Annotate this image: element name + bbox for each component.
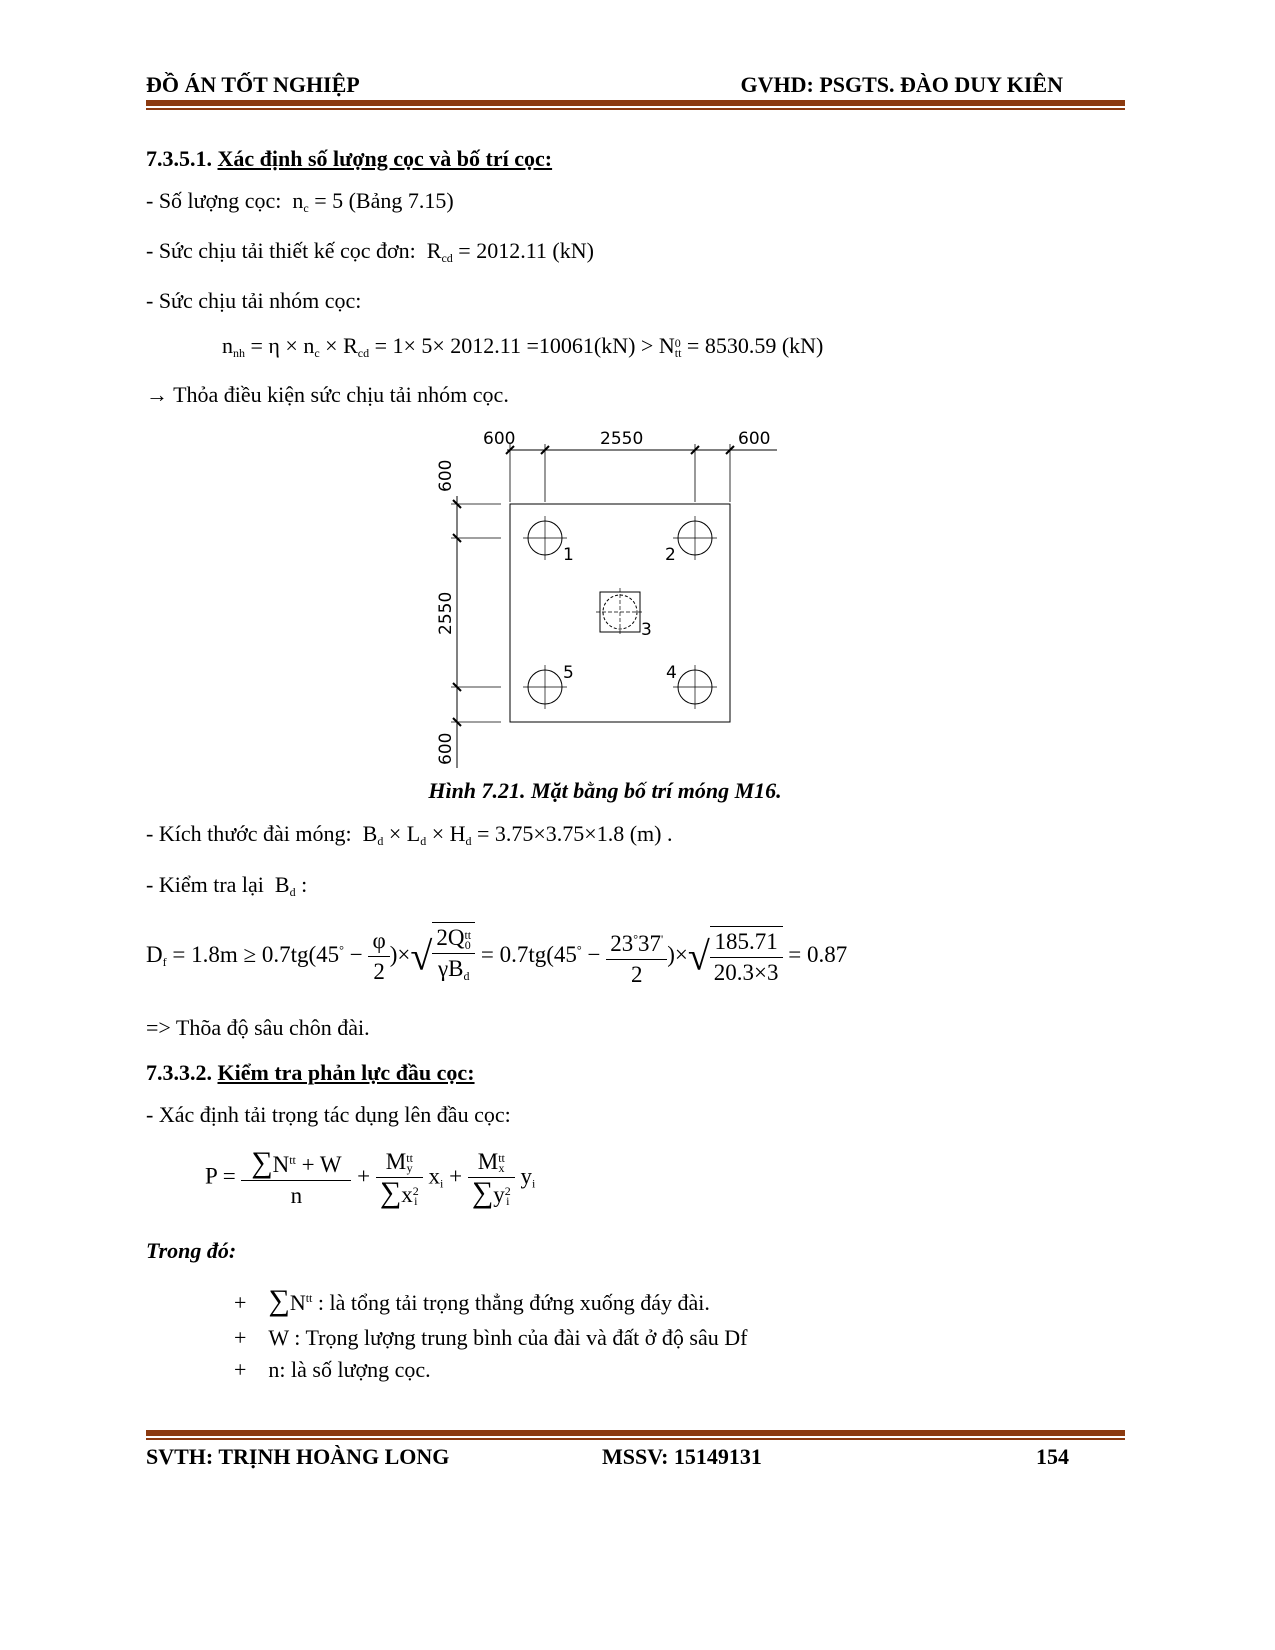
pile-2 xyxy=(673,516,717,560)
pile-cap-size-line: - Kích thước đài móng: $B_d \times L_d \times H_d = 3.75\times 3.75\times 1.8$ (m) . xyxy=(146,821,673,848)
pile-5 xyxy=(523,665,567,709)
pile-1 xyxy=(523,516,567,560)
group-capacity-label: - Sức chịu tải nhóm cọc: xyxy=(146,288,362,313)
page-number: 154 xyxy=(1036,1444,1069,1469)
bullet-item: + W : Trọng lượng trung bình của đài và đất ở độ sâu Df xyxy=(234,1325,748,1350)
pile-count-line: - Số lượng cọc: $n_c = 5$ (Bảng 7.15) xyxy=(146,188,454,215)
header-rule-thin xyxy=(146,108,1125,110)
footer-student: SVTH: TRỊNH HOÀNG LONG xyxy=(146,1444,450,1469)
dim-top-600-left: 600 xyxy=(483,429,516,449)
where-label: Trong đó: xyxy=(146,1238,237,1263)
pile-label-2: 2 xyxy=(665,545,676,565)
p-equation: P = $\frac{\sum N^{tt} + W}{n}$ + M tt y ∑x 2 i $x_i$ + M tt x ∑y 2 i $y_i$ xyxy=(205,1146,536,1209)
dim-left-600-bottom: 600 xyxy=(436,732,456,765)
footer-rule xyxy=(146,1430,1125,1436)
check-bd-line: - Kiểm tra lại $B_d$ : xyxy=(146,872,308,899)
dim-left-2550: 2550 xyxy=(436,591,456,635)
load-label-line: - Xác định tải trọng tác dụng lên đầu cọc: xyxy=(146,1102,511,1127)
df-equation: $D_f = 1.8m \ge 0.7tg(45^\circ$ − $\frac{\varphi}{2}$ )×√ 2Q tt 0 $\gamma B_d$ = 0.7tg(45° − $\frac{23^\circ 37'}{2}$ )×√ $\frac{185.71}{20.3\times 3}$ = 0.87 xyxy=(146,922,847,991)
dim-left-600-top: 600 xyxy=(436,459,456,492)
pile-label-4: 4 xyxy=(666,663,677,683)
header-rule xyxy=(146,100,1125,106)
figure-caption: Hình 7.21. Mặt bằng bố trí móng M16. xyxy=(428,778,782,803)
bullet-item: + n: là số lượng cọc. xyxy=(234,1357,431,1382)
foundation-plan-figure xyxy=(425,420,805,780)
pile-label-3: 3 xyxy=(641,620,652,640)
depth-ok-line: => Thõa độ sâu chôn đài. xyxy=(146,1015,370,1040)
dim-top-600-right: 600 xyxy=(738,429,771,449)
group-capacity-equation: $n_{nh} = \eta \times n_c \times R_{cd} = 1\times 5\times 2012.11 =10061(kN) > N$ 0 tt = 8530.59 (kN) xyxy=(222,333,824,360)
group-capacity-conclusion: → Thỏa điều kiện sức chịu tải nhóm cọc. xyxy=(146,382,509,407)
pile-label-5: 5 xyxy=(563,663,574,683)
section-heading-1: 7.3.5.1. Xác định số lượng cọc và bố trí cọc: xyxy=(146,146,553,171)
pile-3 xyxy=(596,588,644,636)
footer-rule-thin xyxy=(146,1438,1125,1440)
header-left: ĐỒ ÁN TỐT NGHIỆP xyxy=(146,72,360,97)
section-heading-2: 7.3.3.2. Kiểm tra phản lực đầu cọc: xyxy=(146,1060,475,1085)
pile-4 xyxy=(673,665,717,709)
footer-student-id: MSSV: 15149131 xyxy=(602,1444,762,1469)
bullet-item: + $\sum N^{tt}$ : là tổng tải trọng thẳng đứng xuống đáy đài. xyxy=(234,1284,710,1317)
dim-top-2550: 2550 xyxy=(600,429,644,449)
single-pile-capacity-line: - Sức chịu tải thiết kế cọc đơn: $R_{cd} = 2012.11$ (kN) xyxy=(146,238,594,265)
pile-label-1: 1 xyxy=(563,545,574,565)
header-right: GVHD: PSGTS. ĐÀO DUY KIÊN xyxy=(740,72,1063,97)
